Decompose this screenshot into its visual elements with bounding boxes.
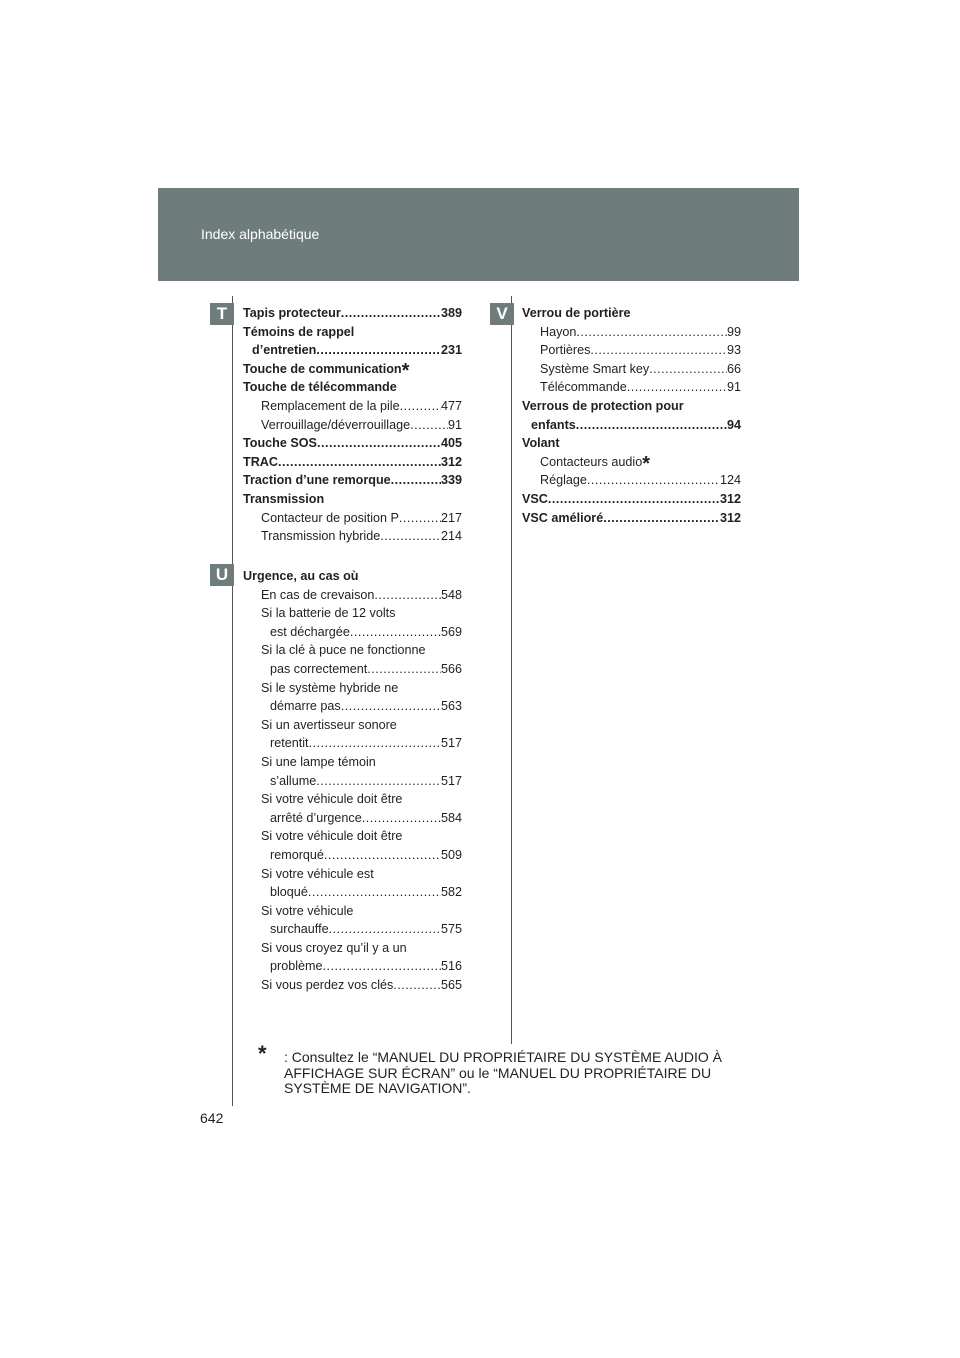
index-entry-label: Système Smart key	[540, 361, 650, 376]
index-entry	[243, 957, 462, 976]
index-entry-page: 339	[440, 473, 462, 488]
index-entry-page: 91	[447, 417, 462, 432]
index-entry	[243, 323, 462, 342]
dot-leader	[548, 490, 720, 509]
index-entry-page: 94	[726, 417, 741, 432]
index-entry	[243, 641, 462, 660]
footnote-asterisk: *	[258, 1041, 267, 1066]
dot-leader	[316, 341, 441, 360]
index-entry-page: 575	[440, 922, 462, 937]
index-entry-label: Verrouillage/déverrouillage	[261, 417, 411, 432]
index-entry-label: d’entretien	[252, 343, 317, 358]
index-entry	[243, 753, 462, 772]
index-entry	[243, 827, 462, 846]
footnote-asterisk: *	[642, 452, 651, 475]
index-entry	[243, 416, 462, 435]
index-entry	[243, 772, 462, 791]
index-entry-label: VSC amélioré	[522, 510, 604, 525]
index-entry-page: 566	[440, 661, 462, 676]
index-entry-page: 214	[440, 529, 462, 544]
dot-leader	[649, 360, 727, 379]
dot-leader	[324, 846, 441, 865]
footnote-text: : Consultez le “MANUEL DU PROPRIÉTAIRE DU SYSTÈME AUDIO À AFFICHAGE SUR ÉCRAN” ou le “MANUEL DU PROPRIÉTAIRE DU SYSTÈME DE NAVIGATION”.	[284, 1049, 722, 1096]
dot-leader	[374, 586, 441, 605]
index-entry-page: 312	[719, 510, 741, 525]
index-entry	[522, 471, 741, 490]
index-entry-label: Touche de télécommande	[243, 380, 397, 395]
index-entry	[243, 716, 462, 735]
index-entry	[522, 323, 741, 342]
index-entry-page: 509	[440, 847, 462, 862]
index-entry-page: 312	[440, 454, 462, 469]
index-entry-page: 516	[440, 959, 462, 974]
dot-leader	[587, 471, 720, 490]
index-entry-label: Verrous de protection pour	[522, 398, 684, 413]
column-divider-right	[511, 296, 512, 1044]
index-entry-label: Tapis protecteur	[243, 306, 341, 320]
dot-leader	[380, 527, 441, 546]
index-entry-label: VSC	[522, 491, 548, 506]
index-entry-page: 312	[719, 491, 741, 506]
dot-leader	[393, 976, 441, 995]
dot-leader	[603, 509, 720, 528]
dot-leader	[350, 623, 441, 642]
index-entry	[243, 883, 462, 902]
index-entry-label: Contacteur de position P	[261, 510, 399, 525]
dot-leader	[341, 304, 441, 323]
index-entry-page: 569	[440, 624, 462, 639]
index-entry	[243, 660, 462, 679]
index-entry	[243, 341, 462, 360]
dot-leader	[308, 883, 441, 902]
index-entry-label: Si votre véhicule	[261, 903, 354, 918]
index-section-u	[243, 567, 462, 995]
index-entry-label: TRAC	[243, 454, 278, 469]
index-entry-label: démarre pas	[270, 699, 341, 714]
dot-leader	[278, 453, 441, 472]
index-entry-label: Si votre véhicule doit être	[261, 829, 403, 844]
index-entry-page: 582	[440, 885, 462, 900]
index-entry-label: Touche de communication	[243, 361, 402, 376]
index-entry-label: Si le système hybride ne	[261, 680, 399, 695]
dot-leader	[367, 660, 441, 679]
index-entry	[243, 471, 462, 490]
dot-leader	[341, 697, 441, 716]
dot-leader	[627, 378, 727, 397]
index-entry-page: 517	[440, 773, 462, 788]
index-entry-page: 517	[440, 736, 462, 751]
index-entry-label: Urgence, au cas où	[243, 569, 359, 583]
index-entry	[243, 734, 462, 753]
index-entry-label: Hayon	[540, 324, 577, 339]
index-entry	[522, 416, 741, 435]
index-entry-label: Portières	[540, 343, 591, 358]
index-entry	[243, 939, 462, 958]
index-entry-page: 217	[440, 510, 462, 525]
page-number: 642	[200, 1110, 224, 1126]
index-entry	[243, 865, 462, 884]
index-entry-label: Si votre véhicule doit être	[261, 792, 403, 807]
index-entry-label: Réglage	[540, 473, 587, 488]
index-entry-page: 66	[726, 361, 741, 376]
index-entry-page: 91	[726, 380, 741, 395]
dot-leader	[316, 772, 441, 791]
index-entry-label: Transmission	[243, 491, 325, 506]
index-entry	[243, 976, 462, 995]
index-entry-label: Traction d’une remorque	[243, 473, 391, 488]
index-entry	[243, 586, 462, 605]
index-entry	[243, 604, 462, 623]
dot-leader	[590, 341, 727, 360]
column-divider-left	[232, 296, 233, 1106]
index-entry	[243, 902, 462, 921]
dot-leader	[576, 323, 727, 342]
dot-leader	[391, 471, 441, 490]
dot-leader	[576, 416, 727, 435]
index-entry	[522, 360, 741, 379]
index-entry-label: bloqué	[270, 885, 308, 900]
dot-leader	[410, 416, 448, 435]
index-entry-page: 389	[440, 306, 462, 320]
index-entry-label: Si la batterie de 12 volts	[261, 606, 396, 621]
index-entry-label: Touche SOS	[243, 436, 317, 451]
index-entry-label: retentit	[270, 736, 309, 751]
index-entry	[243, 397, 462, 416]
index-entry-label: Si vous perdez vos clés	[261, 978, 394, 993]
index-entry-page: 405	[440, 436, 462, 451]
index-entry	[243, 509, 462, 528]
index-entry	[522, 341, 741, 360]
index-entry-label: Remplacement de la pile	[261, 398, 400, 413]
dot-leader	[399, 509, 441, 528]
index-entry-label: Si un avertisseur sonore	[261, 717, 397, 732]
index-entry-label: Verrou de portière	[522, 306, 631, 320]
index-entry-page: 548	[440, 587, 462, 602]
index-entry-page: 124	[719, 473, 741, 488]
index-entry-page: 477	[440, 398, 462, 413]
index-entry	[522, 452, 741, 475]
dot-leader	[362, 809, 441, 828]
header-title: Index alphabétique	[201, 226, 320, 242]
index-entry-label: Témoins de rappel	[243, 324, 355, 339]
dot-leader	[329, 920, 441, 939]
index-entry-page: 93	[726, 343, 741, 358]
index-entry	[243, 920, 462, 939]
index-entry-label: Contacteurs audio	[540, 454, 643, 469]
index-entry-label: En cas de crevaison	[261, 587, 375, 602]
index-entry	[243, 490, 462, 509]
section-letter-u: U	[210, 564, 234, 586]
dot-leader	[400, 397, 441, 416]
index-section-v	[522, 304, 741, 527]
index-entry	[243, 434, 462, 453]
index-entry-label: enfants	[531, 417, 576, 432]
index-entry	[522, 509, 741, 528]
index-entry	[243, 790, 462, 809]
index-entry-label: surchauffe	[270, 922, 329, 937]
index-entry-label: arrêté d’urgence	[270, 810, 362, 825]
index-entry	[243, 453, 462, 472]
index-entry-label: s’allume	[270, 773, 317, 788]
index-entry-label: problème	[270, 959, 323, 974]
index-entry-page: 99	[726, 324, 741, 339]
section-letter-t: T	[210, 303, 234, 325]
index-entry	[243, 846, 462, 865]
index-entry	[243, 623, 462, 642]
index-entry	[522, 434, 741, 453]
index-entry-label: Si vous croyez qu’il y a un	[261, 940, 407, 955]
page-header	[158, 188, 799, 281]
index-entry-label: Si votre véhicule est	[261, 866, 374, 881]
index-entry-page: 584	[440, 810, 462, 825]
dot-leader	[323, 957, 441, 976]
section-letter-v: V	[490, 303, 514, 325]
index-entry-label: Volant	[522, 436, 560, 451]
index-entry	[243, 679, 462, 698]
index-entry-page: 565	[440, 978, 462, 993]
footnote-asterisk: *	[401, 359, 410, 382]
index-section-t	[243, 304, 462, 546]
index-entry-label: Si une lampe témoin	[261, 754, 376, 769]
index-entry-label: Transmission hybride	[261, 529, 381, 544]
index-entry	[243, 378, 462, 397]
index-entry-label: est déchargée	[270, 624, 350, 639]
index-entry-label: pas correctement	[270, 661, 368, 676]
index-entry-page: 563	[440, 699, 462, 714]
index-entry-page: 231	[440, 343, 462, 358]
index-entry	[243, 809, 462, 828]
index-entry	[243, 304, 462, 323]
index-entry	[522, 304, 741, 323]
index-entry	[522, 378, 741, 397]
index-entry	[243, 527, 462, 546]
index-entry-label: Si la clé à puce ne fonctionne	[261, 643, 426, 658]
dot-leader	[309, 734, 441, 753]
index-entry	[522, 397, 741, 416]
index-entry-label: Télécommande	[540, 380, 627, 395]
index-entry	[522, 490, 741, 509]
index-entry	[243, 697, 462, 716]
index-entry	[243, 567, 462, 586]
index-entry	[243, 359, 462, 382]
dot-leader	[317, 434, 441, 453]
index-entry-label: remorqué	[270, 847, 324, 862]
